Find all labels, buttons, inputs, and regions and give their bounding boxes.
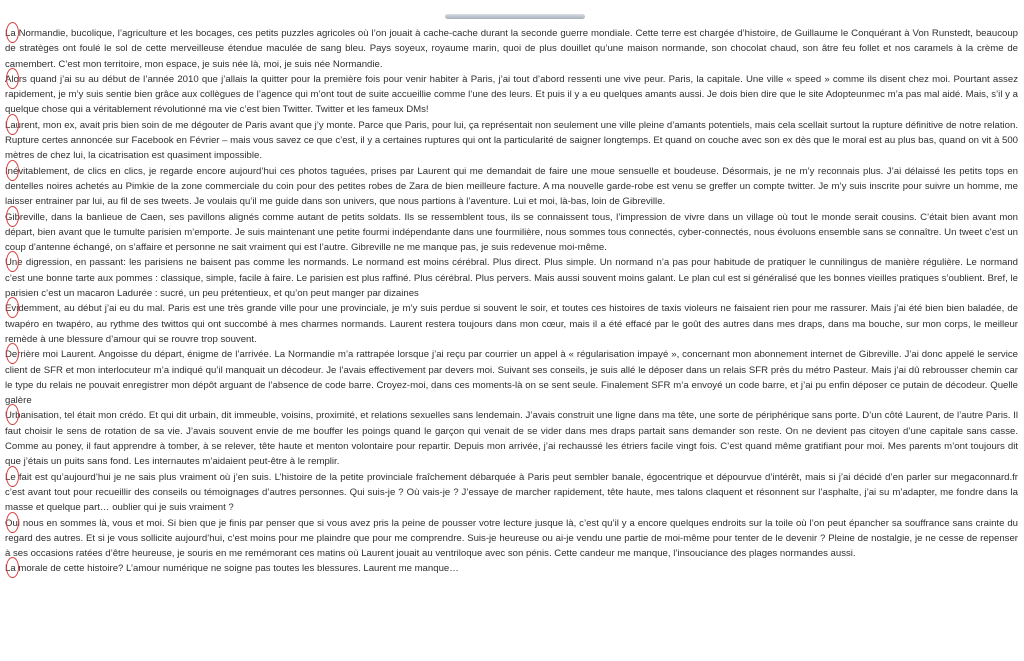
paragraph-start-circle-annotation xyxy=(6,512,19,533)
paragraph xyxy=(5,516,1018,562)
paragraph-text: La morale de cette histoire? L’amour numérique ne soigne pas toutes les blessures. Laurent me manque… xyxy=(5,563,459,575)
paragraph-text: Urbanisation, tel était mon crédo. Et qui dit urbain, dit immeuble, voisins, proximité, et relations sexuelles sans lendemain. J’avais construit une ligne dans ma tête, une sorte de périphérique sans porte. D’un côté Laurent, de l’autre Paris. Il faut choisir le sens de rotation de sa vie. J’avais souvent envie de me bouffer les poings quand le garçon qui venait de se vider dans mes draps partait sans demander son reste. On ne devient pas citoyen d’une capitale sans casse. Comme au poney, il faut apprendre à tomber, à se relever, tête haute et menton volontaire pour repartir. Depuis mon arrivée, j’ai rechaussé les étriers facile vingt fois. C’est quand même gratifiant pour moi. Mes parents m’ont toujours dit que j’étais un puits sans fond. Les internautes m’aidaient peut-être à le remplir. xyxy=(5,410,1018,468)
paragraph-text: Derrière moi Laurent. Angoisse du départ, énigme de l’arrivée. La Normandie m’a rattrapée lorsque j’ai reçu par courrier un appel à « régularisation impayé », concernant mon abonnement internet de Gibreville. J’ai donc appelé le service client de SFR et mon interlocuteur m’a indiqué qu’il manquait un décodeur. Je l’avais effectivement par devers moi. Suivant ses conseils, je suis allé le déposer dans un relais SFR près du métro Pasteur. Mais j’ai dû rebrousser chemin car le type du relais ne pouvait enregistrer mon dépôt arguant de l’absence de code barre. Croyez-moi, dans ces moments-là on se sent seule. Finalement SFR m’a envoyé un code barre, et j’ai pu enfin déposer ce putain de décodeur. Quelle galère xyxy=(5,349,1018,407)
paragraph xyxy=(5,26,1018,72)
paragraph xyxy=(5,408,1018,469)
paragraph-text: Alors quand j’ai su au début de l’année 2010 que j’allais la quitter pour la première fois pour venir habiter à Paris, j’ai tout d’abord ressenti une vive peur. Paris, la capitale. Une ville « speed » comme ils disent chez moi. Pourtant assez rapidement, je m’y suis sentie bien grâce aux collègues de l’agence qui m’ont tout de suite accueillie comme l’une des leurs. Et puis il y a eu quelques amants aussi. Je dois bien dire que le site Adopteunmec m’a pas mal aidé. Mais, s’il y a quelque chose qui a véritablement révolutionné ma vie c’est bien Twitter. Twitter et les fameux DMs! xyxy=(5,73,1018,116)
paragraph-text: La Normandie, bucolique, l’agriculture et les bocages, ces petits puzzles agricoles où l’on jouait à cache-cache durant la seconde guerre mondiale. Cette terre est chargée d’histoire, de Guillaume le Conquérant à Von Runstedt, beaucoup de stratèges ont foulé le sol de cette merveilleuse étendue maculée de sang bleu. Pays soyeux, royaume marin, quoi de plus douillet qu’une maison normande, son chocolat chaud, son âtre feu follet et nos caramels à la crème de camembert. C’est mon territoire, mon espace, je suis née là, moi, je suis née Normandie. xyxy=(5,28,1018,70)
paragraph xyxy=(5,255,1018,301)
paragraph-start-circle-annotation xyxy=(6,343,19,364)
paragraph-start-circle-annotation xyxy=(6,297,19,318)
paragraph xyxy=(5,301,1018,347)
paragraph xyxy=(5,72,1018,118)
paragraph-text: Laurent, mon ex, avait pris bien soin de me dégouter de Paris avant que j’y monte. Parce que Paris, pour lui, ça représentait non seulement une ville pleine d’amants potentiels, mais cela scellait surtout la rupture définitive de notre relation. Rupture certes annoncée sur Facebook en Février – mais vous savez ce que c’est, il y a certaines ruptures qui ont la particularité de saigner longtemps. Et quand on couche avec son ex dès que le moral est au plus bas, quand on vit à 500 mètres de chez lui, la cicatrisation est quasiment impossible. xyxy=(5,119,1018,162)
paragraph-text: Gibreville, dans la banlieue de Caen, ses pavillons alignés comme autant de petits soldats. Ils se ressemblent tous, ils se connaissent tous, l’impression de vivre dans un village où tout le monde serait cousins. C’était bien avant mon départ, bien avant que le tumulte parisien m’emporte. Je suis maintenant une petite fourmi indépendante dans une fourmilière, nous sommes tous connectés, cyber-connectés, nous évoluons ensemble sans se connaître. Un tweet c’est un coup d’antenne échangé, on s’affaire et personne ne sait vraiment qui est l’autre. Gibreville ne me manque pas, je suis redevenue moi-même. xyxy=(5,211,1018,254)
paragraph-text: Inévitablement, de clics en clics, je regarde encore aujourd’hui ces photos taguées, prises par Laurent qui me demandait de faire une moue sensuelle et boudeuse. Désormais, je ne m’y reconnais plus. J’ai délaissé les petits tops en dentelles noires achetés au Pimkie de la zone commerciale du coin pour des petites robes de Zara de bien meilleure facture. A ma nouvelle garde-robe est venu se greffer un compte twitter. Je m’y suis inscrite pour suivre un homme, me laisser entrainer par lui, au fil de ses tweets. Je voulais qu’il me guide dans son univers, que nous partions à l’aventure. Lui et moi, là-bas, loin de Gibreville. xyxy=(5,165,1018,208)
paragraph xyxy=(5,470,1018,516)
paragraph-text: Evidemment, au début j’ai eu du mal. Paris est une très grande ville pour une provinciale, je m’y suis perdue si souvent le soir, et toutes ces histoires de taxis violeurs ne faisaient rien pour me rassurer. Mais j’ai été bien bien baladée, de twapéro en twapéro, au rythme des twittos qui ont succombé à mes charmes normands. Laurent restera toujours dans mon cœur, mais il a été effacé par le goût des autres dans mes draps, dans ma bouche, sur mon corps, le meilleur remède à une blessure d’amour qui se rouvre trop souvent. xyxy=(5,303,1018,345)
page-scroll-indicator xyxy=(445,14,585,19)
paragraph xyxy=(5,561,1018,576)
paragraph xyxy=(5,164,1018,210)
paragraph xyxy=(5,347,1018,408)
paragraph-text: Le fait est qu’aujourd’hui je ne sais plus vraiment où j’en suis. L’histoire de la petite provinciale fraîchement débarquée à Paris peut sembler banale, égocentrique et dépourvue d’intérêt, mais si j’ai décidé d’en parler sur megaconnard.fr c’est avant tout pour recueillir des conseils ou témoignages d’autres personnes. Qui suis-je ? Où vais-je ? J’essaye de marcher rapidement, tête haute, mes talons claquent et résonnent sur l’asphalte, j’ai su m’adapter, me fondre dans la masse et quelque part… oublier qui je suis vraiment ? xyxy=(5,471,1018,514)
paragraph xyxy=(5,210,1018,256)
paragraph-start-circle-annotation xyxy=(6,206,19,227)
paragraph-text: Oui nous en sommes là, vous et moi. Si bien que je finis par penser que si vous avez pris la peine de pousser votre lecture jusque là, c’est qu’il y a encore quelques endroits sur la toile où l’on peut épancher sa souffrance sans crainte du regard des autres. Et si je vous sollicite aujourd’hui, c’est moins pour me plaindre que pour me comprendre. Suis-je heureuse ou ai-je vendu une partie de moi-même pour tenter de le devenir ? Pleine de nostalgie, je ne cesse de repenser à ses occasions ratées d’être heureuse, je souris en me remémorant ces matins où Laurent jouait au ventriloque avec son pénis. Cette candeur me manque, l’insouciance des plages normandes aussi. xyxy=(5,517,1018,560)
paragraph-start-circle-annotation xyxy=(6,404,19,425)
paragraph-start-circle-annotation xyxy=(6,160,19,181)
paragraph-text: Une digression, en passant: les parisiens ne baisent pas comme les normands. Le normand est moins cérébral. Plus direct. Plus simple. Un normand n’a pas pour habitude de pratiquer le cunnilingus de manière régulière. Le normand c’est une bonne tarte aux pommes : classique, simple, facile à faire. Le parisien est plus raffiné. Plus cérébral. Plus pervers. Mais aussi souvent moins galant. Le plan cul est si généralisé que les bonnes vieilles pratiques s’oublient. Bref, le parisien c’est un macaron Ladurée : sucré, un peu prétentieux, et qu’on peut manger par dizaines xyxy=(5,257,1018,300)
paragraph-start-circle-annotation xyxy=(6,466,19,487)
paragraph-start-circle-annotation xyxy=(6,22,19,43)
paragraph xyxy=(5,118,1018,164)
document-body xyxy=(5,26,1018,577)
paragraph-start-circle-annotation xyxy=(6,68,19,89)
paragraph-start-circle-annotation xyxy=(6,251,19,272)
paragraph-start-circle-annotation xyxy=(6,557,19,578)
paragraph-start-circle-annotation xyxy=(6,114,19,135)
